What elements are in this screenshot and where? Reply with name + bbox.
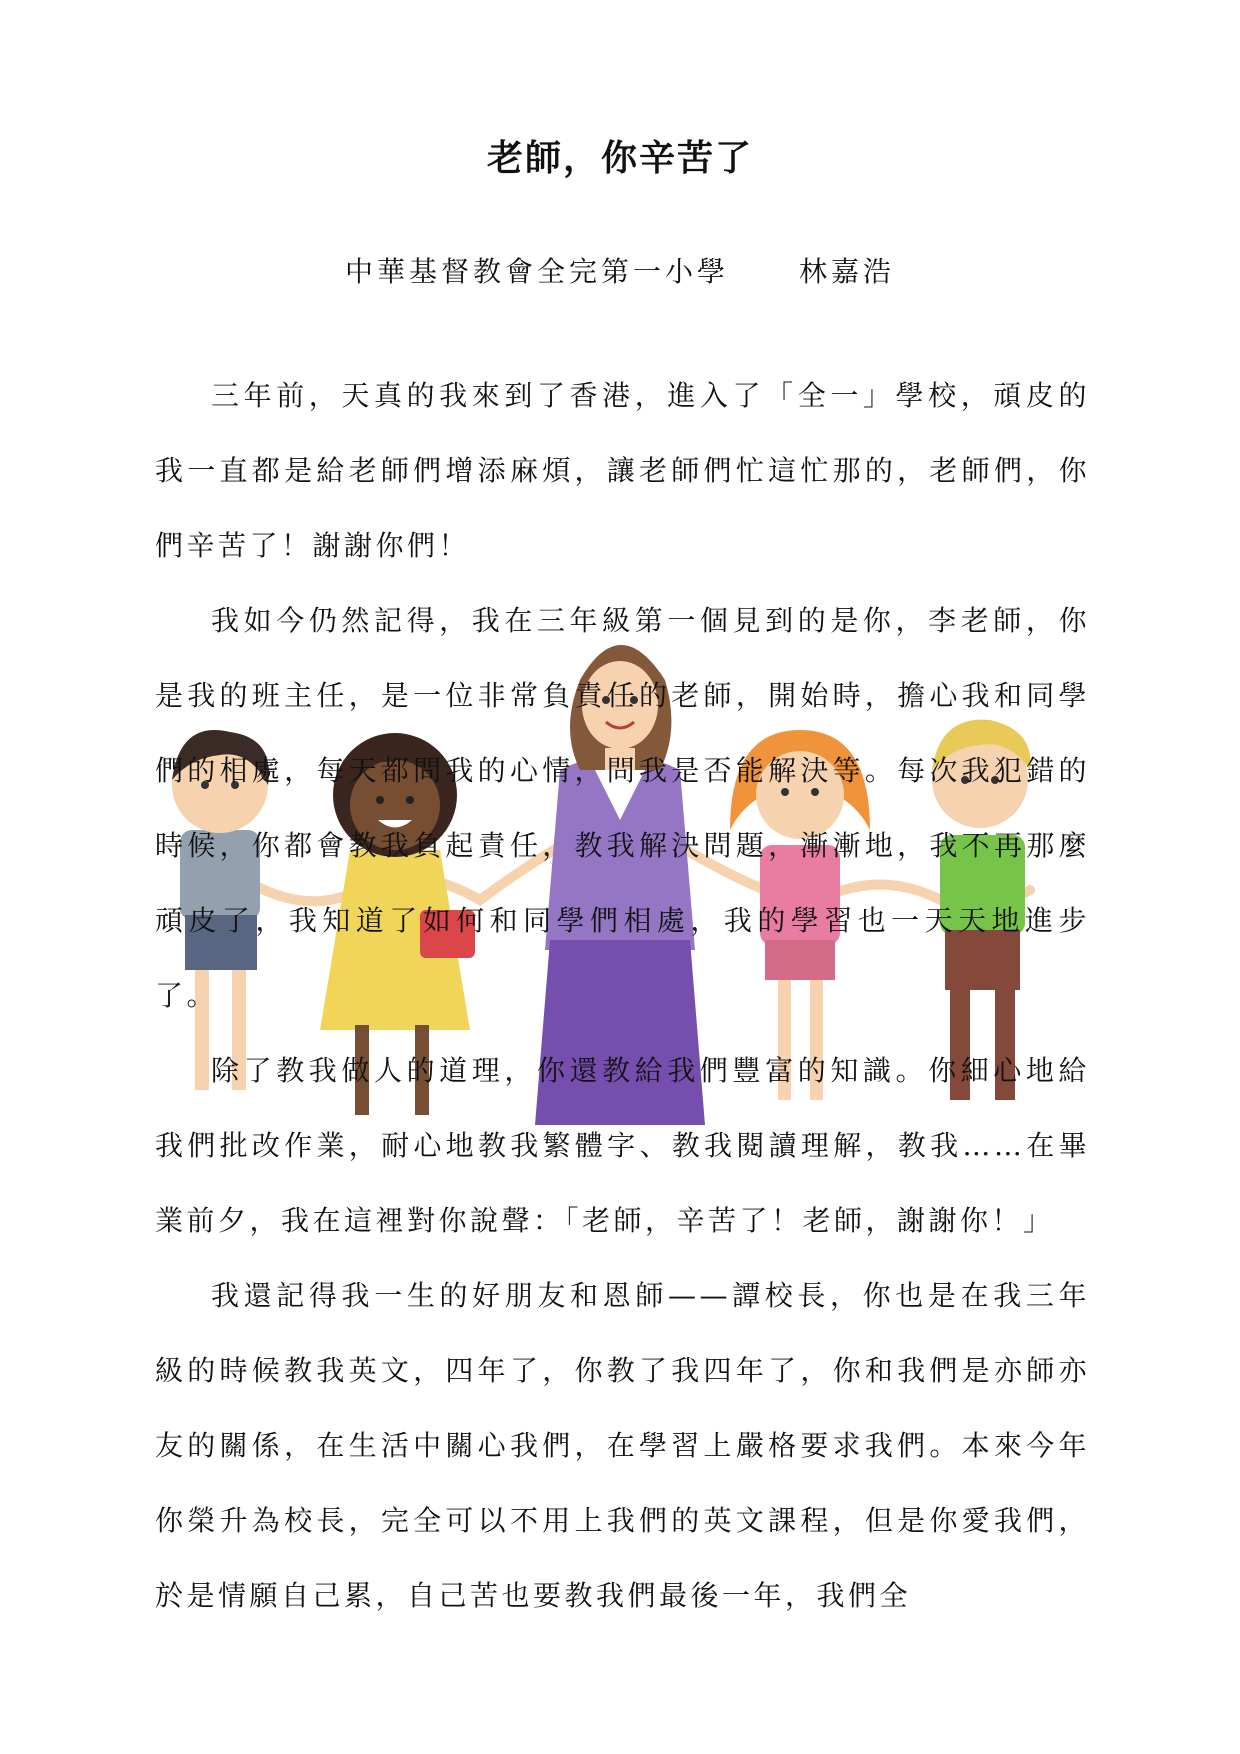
author-name: 林嘉浩 bbox=[799, 255, 896, 288]
school-name: 中華基督教會全完第一小學 bbox=[344, 255, 729, 288]
essay-body bbox=[155, 358, 1090, 1633]
paragraph-4: 我還記得我一生的好朋友和恩師——譚校長，你也是在我三年級的時候教我英文，四年了，你教了我四年了，你和我們是亦師亦友的關係，在生活中關心我們，在學習上嚴格要求我們。本來今年你榮升為校長，完全可以不用上我們的英文課程，但是你愛我們，於是情願自己累，自己苦也要教我們最後一年，我們全 bbox=[155, 1279, 1090, 1612]
document-title: 老師，你辛苦了 bbox=[486, 137, 753, 179]
paragraph-3: 除了教我做人的道理，你還教給我們豐富的知識。你細心地給我們批改作業，耐心地教我繁體字、教我閱讀理解，教我……在畢業前夕，我在這裡對你說聲：「老師，辛苦了！老師，謝謝你！」 bbox=[155, 1054, 1090, 1237]
paragraph-2: 我如今仍然記得，我在三年級第一個見到的是你，李老師，你是我的班主任，是一位非常負責任的老師，開始時，擔心我和同學們的相處，每天都問我的心情，問我是否能解決等。每次我犯錯的時候，你都會教我負起責任，教我解決問題，漸漸地，我不再那麼頑皮了，我知道了如何和同學們相處，我的學習也一天天地進步了。 bbox=[155, 604, 1090, 1012]
byline bbox=[0, 250, 1240, 290]
paragraph-1: 三年前，天真的我來到了香港，進入了「全一」學校，頑皮的我一直都是給老師們增添麻煩，讓老師們忙這忙那的，老師們，你們辛苦了！謝謝你們！ bbox=[155, 379, 1090, 562]
